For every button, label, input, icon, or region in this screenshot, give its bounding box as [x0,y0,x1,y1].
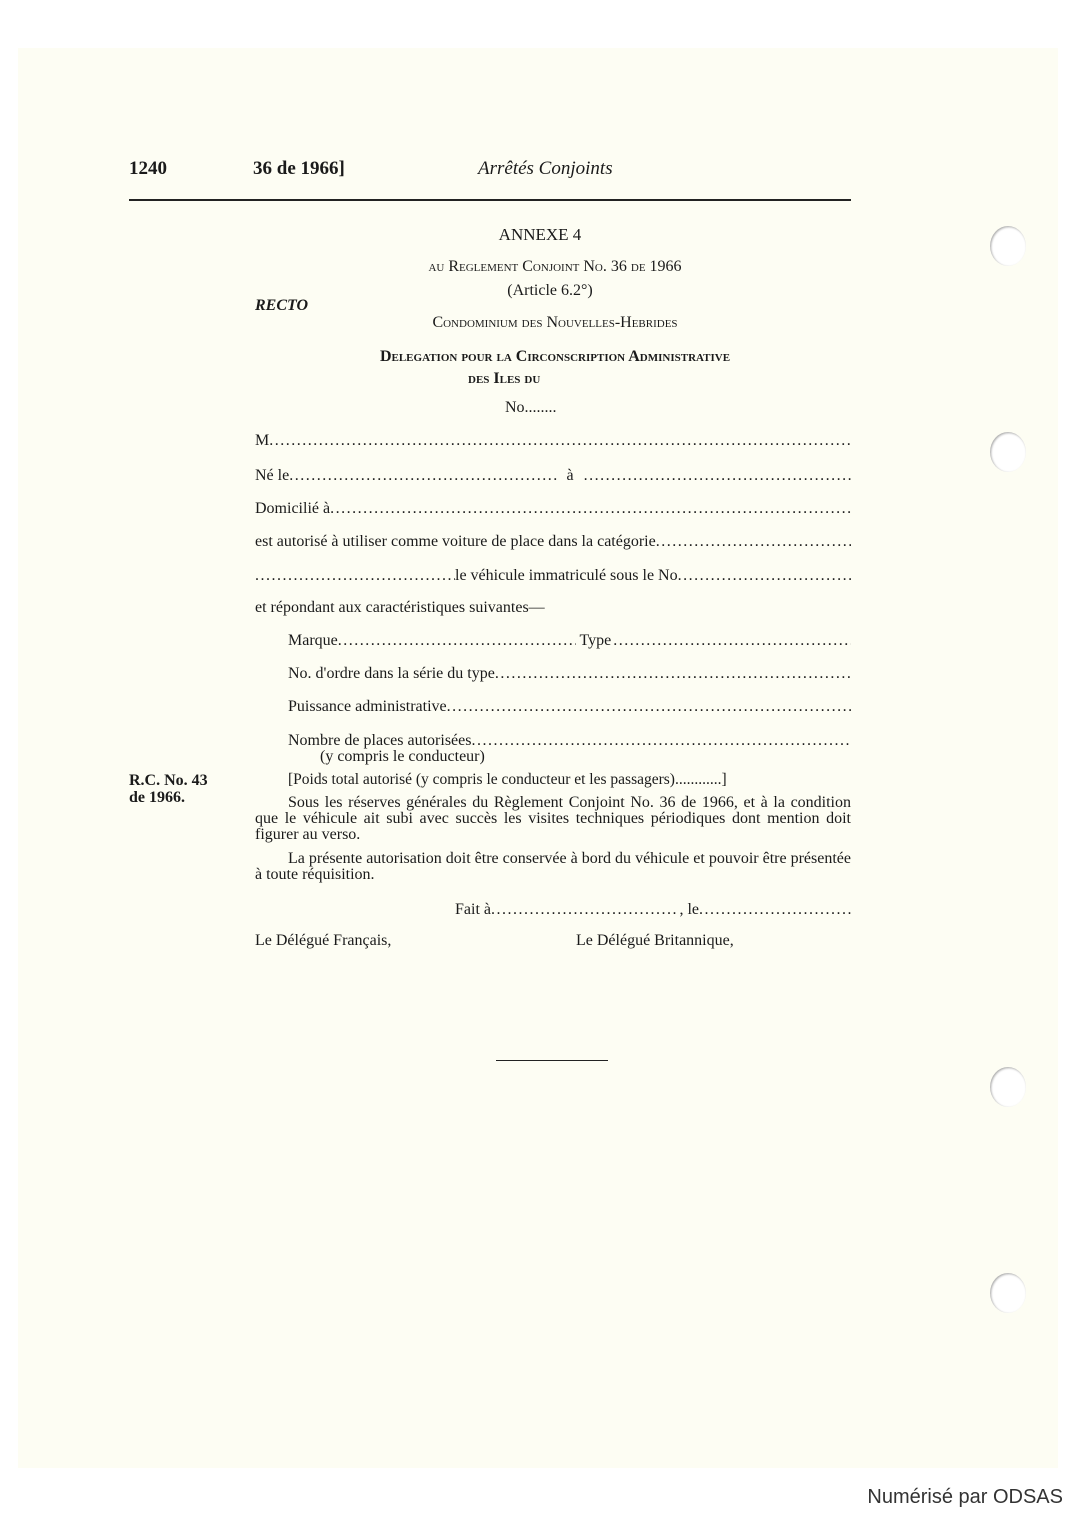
label-m: M [255,432,270,449]
line-marque [288,632,851,650]
delegation-heading: Delegation pour la Circonscription Administrative [379,348,731,365]
dots [269,432,851,450]
dots [255,567,455,585]
signature-delegue-britannique: Le Délégué Britannique, [576,932,734,949]
dots [289,467,556,485]
label-puissance: Puissance administrative [288,698,447,715]
closing-rule [496,1060,608,1061]
header-rule [129,199,851,201]
line-vehicule [255,567,851,585]
line-m [255,432,851,450]
paragraph-reserves: Sous les réserves générales du Règlement Conjoint No. 36 de 1966, et à la condition que le véhicule ait subi avec succès les visites techniques périodiques dont mention doit figurer au verso. [255,794,851,843]
digitization-watermark: Numérisé par ODSAS [867,1486,1063,1508]
condominium-heading: Condominium des Nouvelles-Hebrides [432,314,678,331]
label-autorise: est autorisé à utiliser comme voiture de place dans la catégorie [255,533,656,550]
dots [613,632,851,650]
page-number: 1240 [129,158,167,179]
line-ordre [288,665,851,683]
label-repondant: et répondant aux caractéristiques suivantes— [255,599,545,616]
label-type: Type [579,632,612,649]
binder-hole [990,1273,1026,1313]
label-places-note: (y compris le conducteur) [320,748,485,765]
margin-note-line2: de 1966. [129,789,185,806]
annex-title: ANNEXE 4 [498,225,582,244]
recto-label: RECTO [255,297,309,314]
dots [656,533,851,551]
label-vehicule: le véhicule immatriculé sous le No [455,567,678,584]
dots [338,632,576,650]
dots [678,567,851,585]
label-domicilie: Domicilié à [255,500,331,517]
dots [699,901,851,919]
label-fait: Fait à [455,901,491,918]
label-a: à [566,467,574,484]
dots [330,500,851,518]
line-ne-le [255,467,851,485]
annex-article: (Article 6.2°) [507,282,593,299]
label-le: , le [679,901,699,918]
header-title: Arrêtés Conjoints [478,158,613,179]
header-reference: 36 de 1966] [253,158,345,179]
binder-hole [990,432,1026,472]
dots [491,901,679,919]
iles-heading: des Iles du [468,370,541,387]
dots [495,665,851,683]
margin-note-line1: R.C. No. 43 [129,772,208,789]
dots [584,467,851,485]
label-marque: Marque [288,632,338,649]
label-places: Nombre de places autorisées [288,732,472,749]
line-domicilie [255,500,851,518]
signature-delegue-francais: Le Délégué Français, [255,932,392,949]
line-autorise [255,533,851,551]
form-number: No........ [505,399,557,416]
dots [471,732,851,750]
label-ordre: No. d'ordre dans la série du type [288,665,495,682]
label-ne-le: Né le [255,467,290,484]
label-poids: [Poids total autorisé (y compris le conducteur et les passagers)............] [288,771,727,788]
binder-hole [990,226,1026,266]
paragraph-presente: La présente autorisation doit être conservée à bord du véhicule et pouvoir être présentée à toute réquisition. [255,850,851,883]
annex-subtitle: au Reglement Conjoint No. 36 de 1966 [428,258,682,275]
dots [447,698,851,716]
binder-hole [990,1067,1026,1107]
line-fait [455,901,851,919]
line-puissance [288,698,851,716]
